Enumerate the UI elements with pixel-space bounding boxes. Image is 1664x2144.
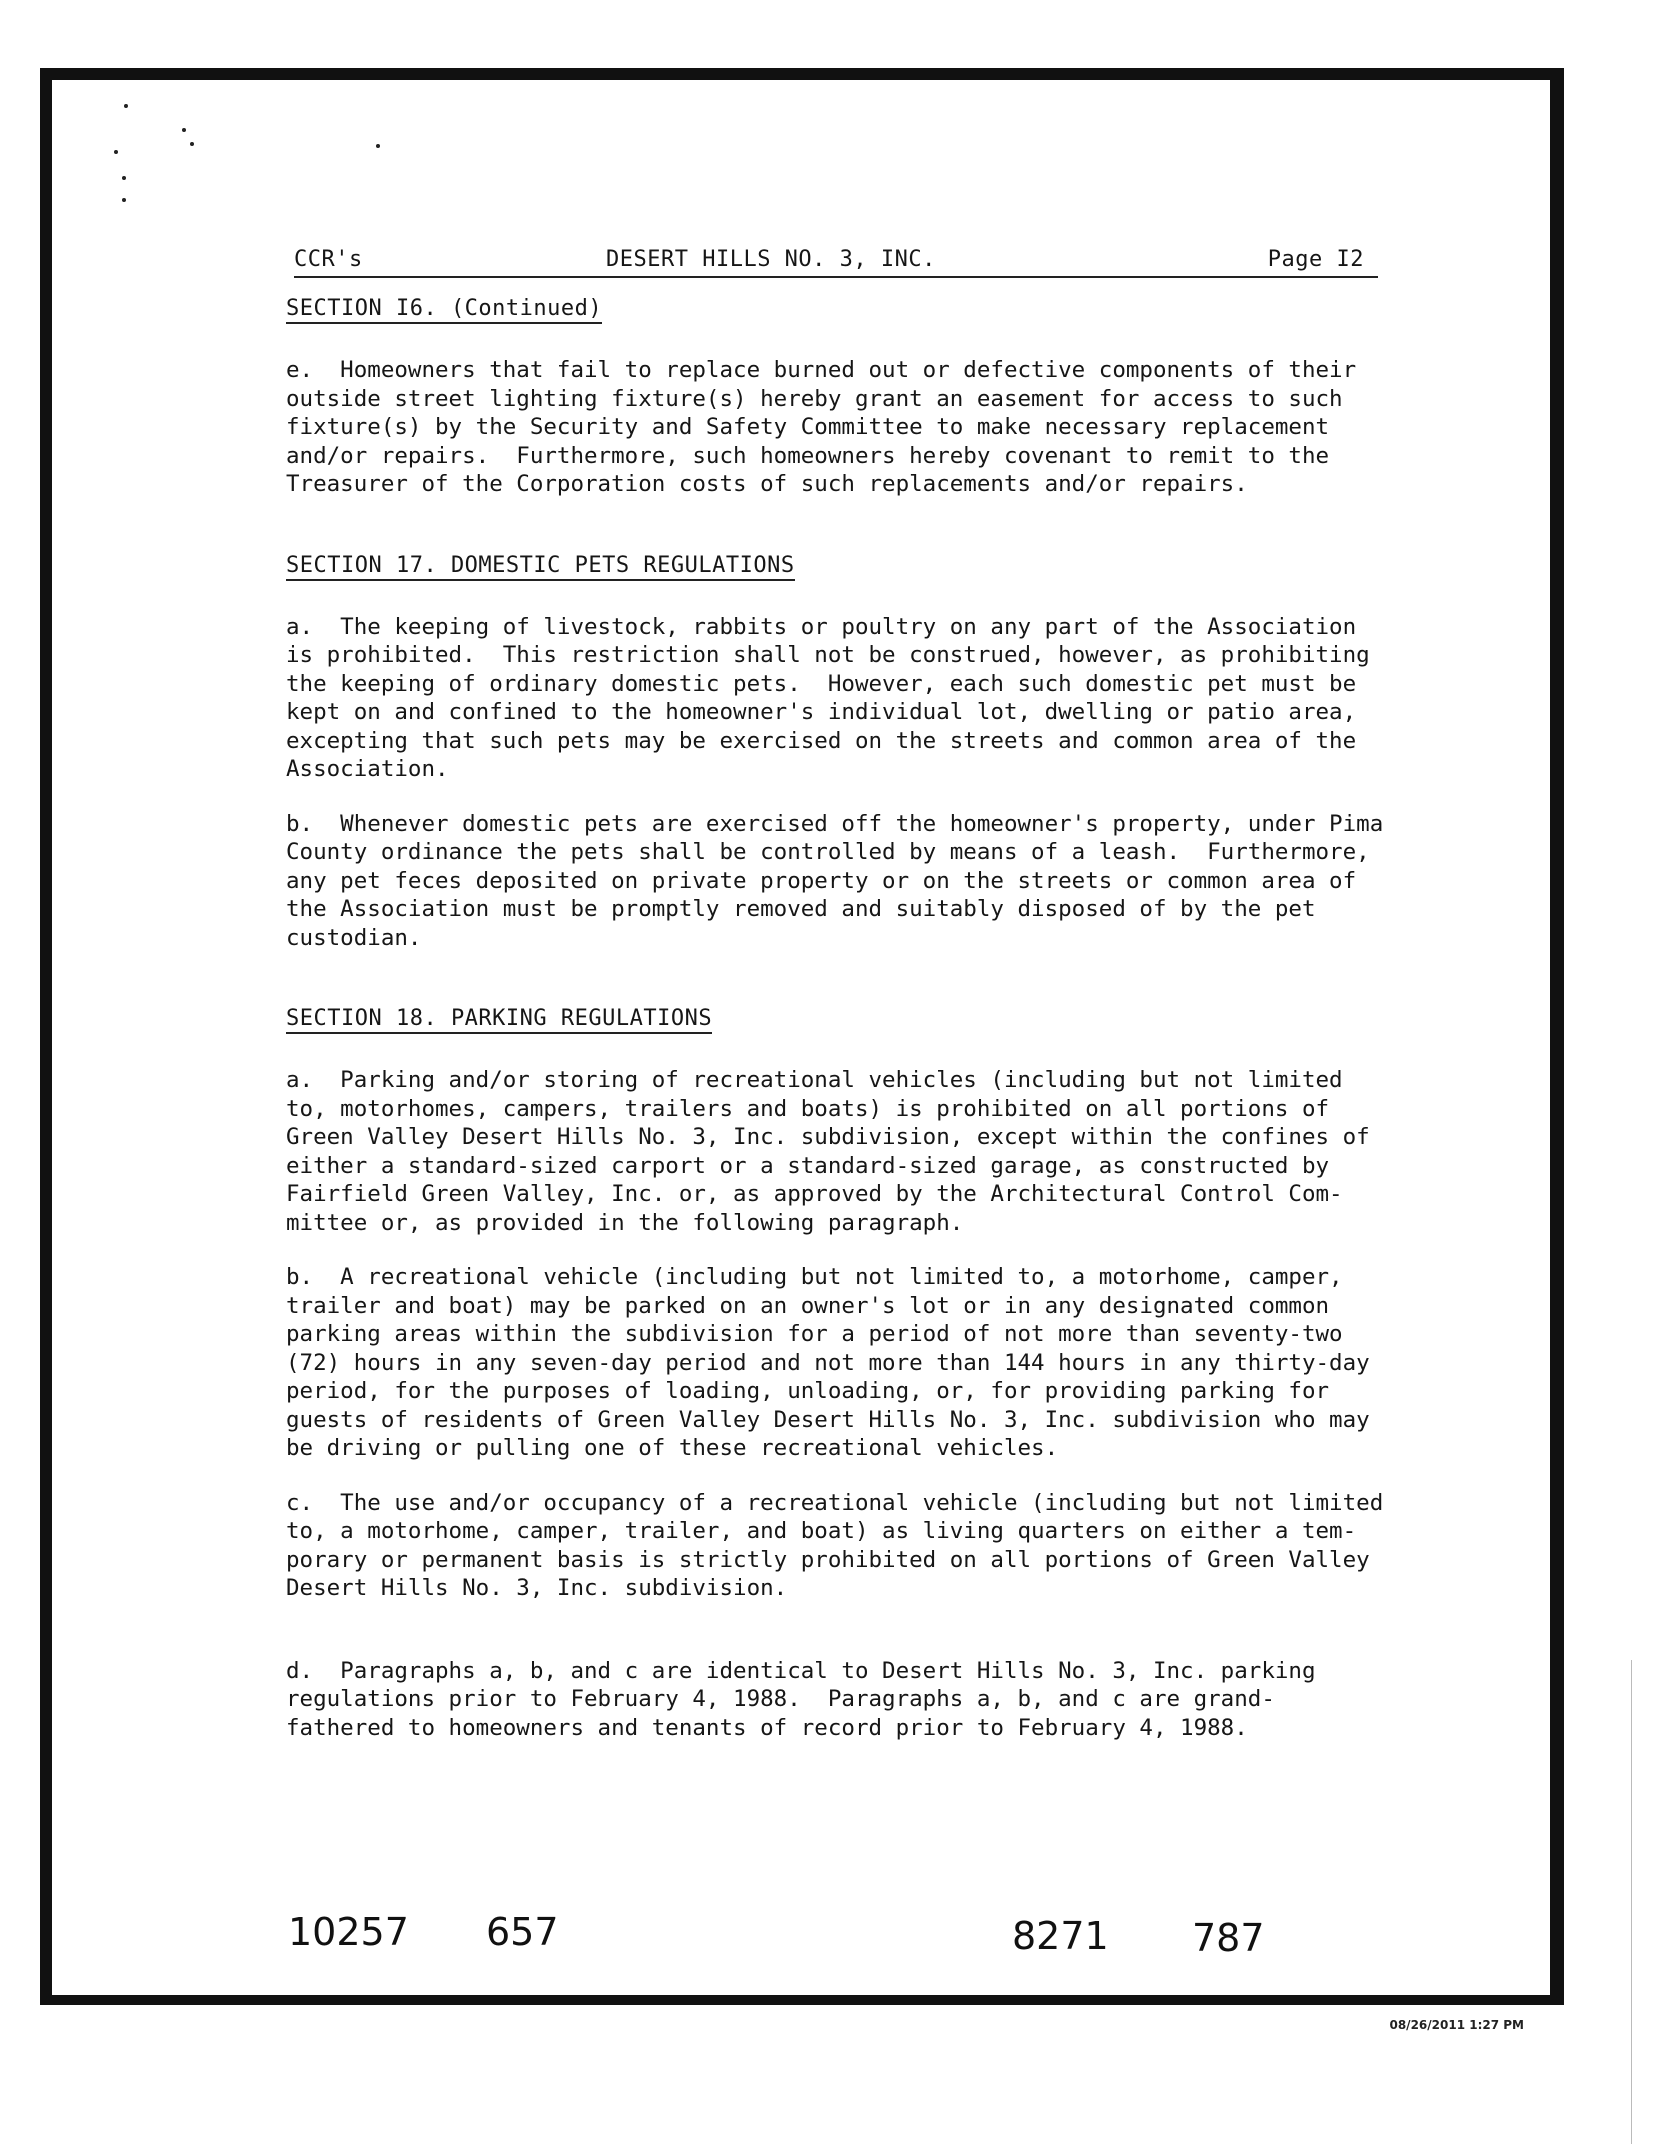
header-doc-type: CCR's [294,247,363,272]
paragraph: d. Paragraphs a, b, and c are identical to Desert Hills No. 3, Inc. parking regulations prior to February 4, 1988. Paragraphs a, b, and c are grand- fathered to homeowners and tenants of record prior to February 4, 1988. [286,1657,1316,1741]
scan-speck [124,104,128,108]
page-number-right: 787 [1192,1916,1265,1960]
print-timestamp: 08/26/2011 1:27 PM [1389,2018,1524,2032]
header-association-name: DESERT HILLS NO. 3, INC. [606,247,936,272]
scan-speck [190,142,194,146]
docket-number-right: 8271 [1012,1914,1109,1958]
paragraph: b. A recreational vehicle (including but not limited to, a motorhome, camper, trailer and boat) may be parked on an owner's lot or in any designated common parking areas within the subdivision for a period of not more than seventy-two (72) hours in any seven-day period and not more than 144 hours in any thirty-day period, for the purposes of loading, unloading, or, for providing parking for guests of residents of Green Valley Desert Hills No. 3, Inc. subdivision who may be driving or pulling one of these recreational vehicles. [286,1264,1370,1461]
scan-speck [122,198,126,202]
docket-number-left: 10257 [288,1910,409,1954]
section-16 [286,296,1446,499]
scan-speck [122,176,126,180]
section-title: SECTION I6. (Continued) [286,296,602,324]
paragraph: e. Homeowners that fail to replace burned out or defective components of their outside street lighting fixture(s) hereby grant an easement for access to such fixture(s) by the Security and Safety Committee to make necessary replacement and/or repairs. Furthermore, such homeowners hereby covenant to remit to the Treasurer of the Corporation costs of such replacements and/or repairs. [286,357,1357,497]
scan-edge [1631,1660,1636,2144]
page-header [294,236,1378,278]
page-number-left: 657 [486,1910,559,1954]
paragraph: c. The use and/or occupancy of a recreational vehicle (including but not limited to, a motorhome, camper, trailer, and boat) as living quarters on either a tem- porary or permanent basis is strictly prohibited on all portions of Green Valley Desert Hills No. 3, Inc. subdivision. [286,1489,1384,1601]
header-page-number: Page I2 [1267,247,1364,272]
paragraph: a. Parking and/or storing of recreational vehicles (including but not limited to, motorhomes, campers, trailers and boats) is prohibited on all portions of Green Valley Desert Hills No. 3, Inc. subdivision, except within the confines of either a standard-sized carport or a standard-sized garage, as constructed by Fairfield Green Valley, Inc. or, as approved by the Architectural Control Com- mittee or, as provided in the following paragraph. [286,1067,1370,1236]
section-title: SECTION 18. PARKING REGULATIONS [286,1006,712,1034]
document-body [286,296,1446,1742]
section-title: SECTION 17. DOMESTIC PETS REGULATIONS [286,553,795,581]
paragraph: b. Whenever domestic pets are exercised off the homeowner's property, under Pima County ordinance the pets shall be controlled by means of a leash. Furthermore, any pet feces deposited on private property or on the streets or common area of the Association must be promptly removed and suitably disposed of by the pet custodian. [286,810,1384,951]
scan-speck [182,128,186,132]
paragraph: a. The keeping of livestock, rabbits or poultry on any part of the Association is prohibited. This restriction shall not be construed, however, as prohibiting the keeping of ordinary domestic pets. However, each such domestic pet must be kept on and confined to the homeowner's individual lot, dwelling or patio area, excepting that such pets may be exercised on the streets and common area of the Association. [286,613,1370,782]
scan-speck [376,144,380,148]
section-17 [286,553,1446,953]
section-18 [286,1006,1446,1742]
scan-speck [114,150,118,154]
